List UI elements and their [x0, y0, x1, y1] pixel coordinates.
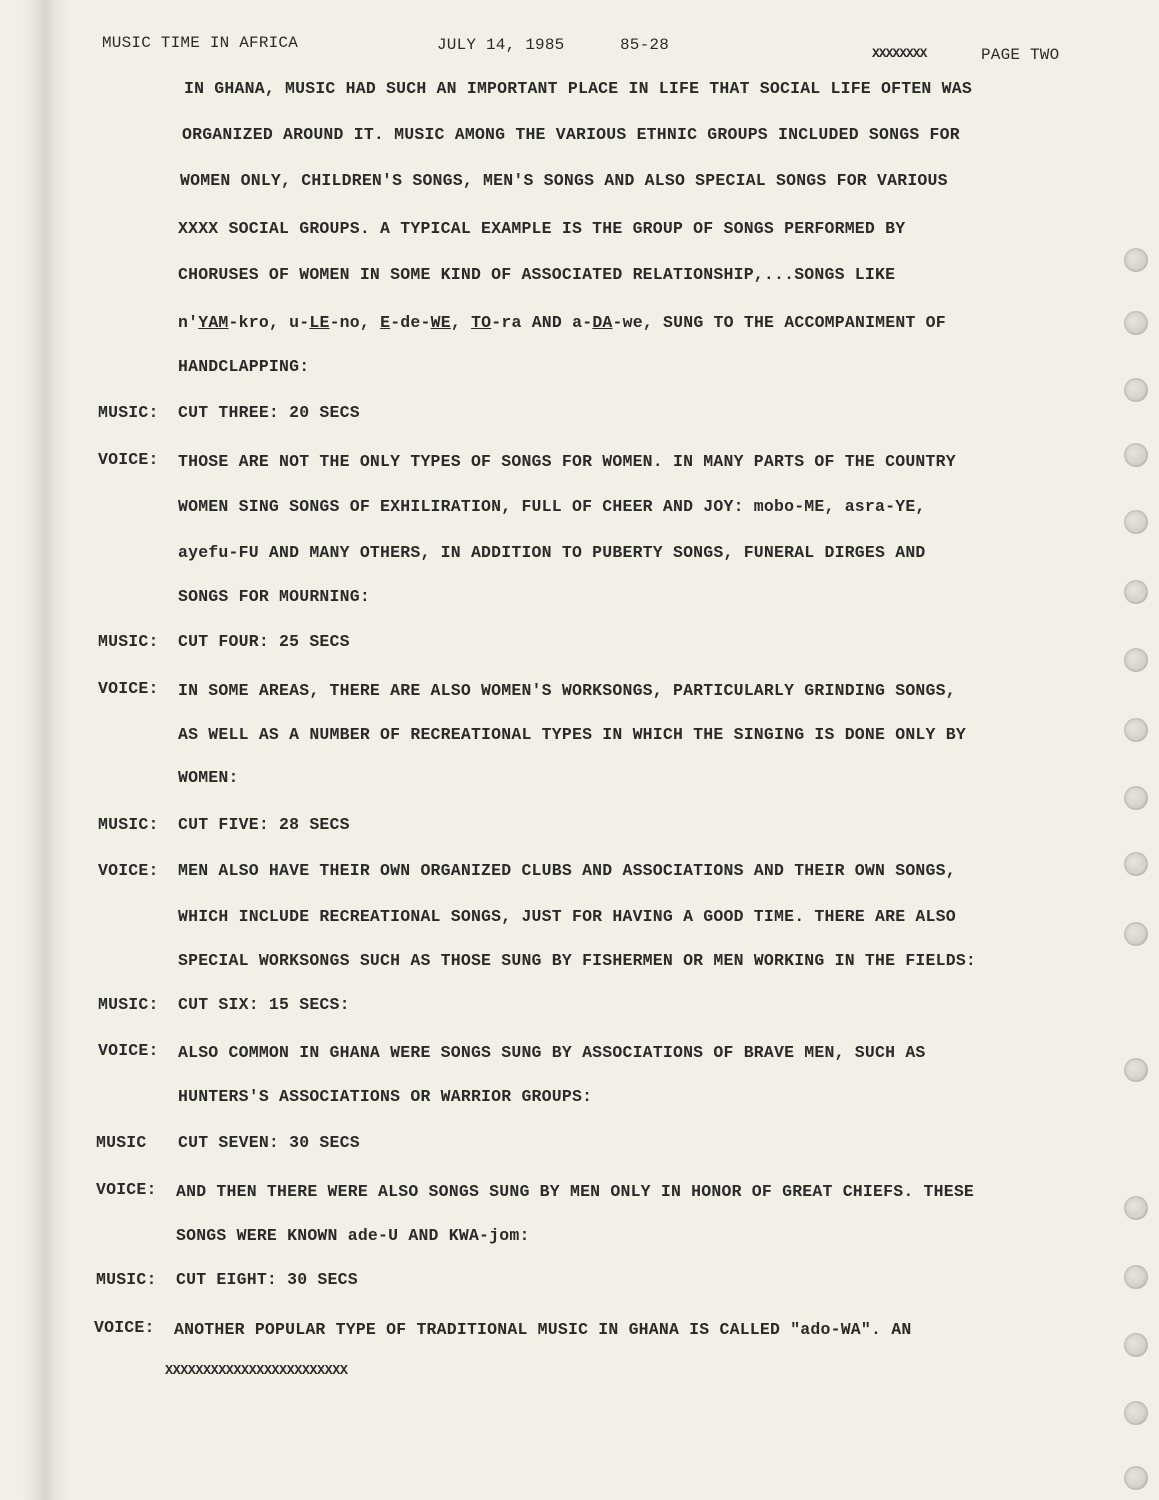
struck-text: XXXXXXXX	[872, 46, 927, 61]
punch-hole	[1124, 786, 1148, 810]
cue-label: VOICE:	[98, 1041, 159, 1060]
punch-hole	[1124, 1333, 1148, 1357]
cue-text: CUT SIX: 15 SECS:	[178, 995, 350, 1014]
page-number: PAGE TWO	[981, 46, 1060, 64]
song-text: -de-	[390, 313, 431, 332]
cue-text: SONGS FOR MOURNING:	[178, 587, 370, 606]
punch-hole	[1124, 248, 1148, 272]
cue-text: ALSO COMMON IN GHANA WERE SONGS SUNG BY ASSOCIATIONS OF BRAVE MEN, SUCH AS	[178, 1043, 926, 1062]
cue-label: VOICE:	[98, 861, 159, 880]
episode-number: 85-28	[620, 36, 670, 54]
cue-label: MUSIC:	[98, 403, 159, 422]
punch-hole	[1124, 852, 1148, 876]
intro-line: XXXX SOCIAL GROUPS. A TYPICAL EXAMPLE IS THE GROUP OF SONGS PERFORMED BY	[178, 219, 906, 238]
cue-text: CUT EIGHT: 30 SECS	[176, 1270, 358, 1289]
cue-text: HUNTERS'S ASSOCIATIONS OR WARRIOR GROUPS:	[178, 1087, 593, 1106]
cue-label: VOICE:	[96, 1180, 157, 1199]
binding-shadow	[22, 0, 68, 1500]
struck-text: XXXXXXXXXXXXXXXXXXXXXXXX	[165, 1364, 348, 1379]
punch-hole	[1124, 510, 1148, 534]
song-stress: TO	[471, 313, 492, 332]
song-text: n'	[178, 313, 199, 332]
cue-label: MUSIC:	[98, 815, 159, 834]
song-text: ,	[450, 313, 472, 332]
cue-text: ayefu-FU AND MANY OTHERS, IN ADDITION TO PUBERTY SONGS, FUNERAL DIRGES AND	[178, 543, 926, 562]
intro-line: IN GHANA, MUSIC HAD SUCH AN IMPORTANT PLACE IN LIFE THAT SOCIAL LIFE OFTEN WAS	[184, 79, 972, 98]
cue-text: IN SOME AREAS, THERE ARE ALSO WOMEN'S WORKSONGS, PARTICULARLY GRINDING SONGS,	[178, 681, 956, 700]
intro-line: HANDCLAPPING:	[178, 357, 310, 376]
cue-text: ANOTHER POPULAR TYPE OF TRADITIONAL MUSIC IN GHANA IS CALLED "ado-WA". AN	[174, 1320, 912, 1339]
intro-line: WOMEN ONLY, CHILDREN'S SONGS, MEN'S SONGS AND ALSO SPECIAL SONGS FOR VARIOUS	[180, 171, 948, 190]
song-stress: E	[380, 313, 391, 332]
broadcast-date: JULY 14, 1985	[437, 36, 565, 54]
punch-hole	[1124, 378, 1148, 402]
song-text: -no,	[329, 313, 381, 332]
cue-label: VOICE:	[94, 1318, 155, 1337]
cue-text: WHICH INCLUDE RECREATIONAL SONGS, JUST FOR HAVING A GOOD TIME. THERE ARE ALSO	[178, 907, 956, 926]
song-text: -kro, u-	[228, 313, 310, 332]
cue-text: CUT THREE: 20 SECS	[178, 403, 360, 422]
cue-text: WOMEN:	[178, 768, 239, 787]
punch-hole	[1124, 580, 1148, 604]
punch-hole	[1124, 311, 1148, 335]
song-text: -we, SUNG TO THE ACCOMPANIMENT OF	[612, 313, 946, 332]
cue-label: VOICE:	[98, 679, 159, 698]
cue-text: AND THEN THERE WERE ALSO SONGS SUNG BY MEN ONLY IN HONOR OF GREAT CHIEFS. THESE	[176, 1182, 975, 1201]
punch-hole	[1124, 1196, 1148, 1220]
song-stress: LE	[309, 313, 330, 332]
cue-text: MEN ALSO HAVE THEIR OWN ORGANIZED CLUBS AND ASSOCIATIONS AND THEIR OWN SONGS,	[178, 861, 956, 880]
song-stress: WE	[430, 313, 451, 332]
punch-hole	[1124, 718, 1148, 742]
song-stress: DA	[592, 313, 613, 332]
cue-text: WOMEN SING SONGS OF EXHILIRATION, FULL OF CHEER AND JOY: mobo-ME, asra-YE,	[178, 497, 926, 516]
cue-text: CUT FIVE: 28 SECS	[178, 815, 350, 834]
punch-hole	[1124, 1401, 1148, 1425]
cue-text: THOSE ARE NOT THE ONLY TYPES OF SONGS FOR WOMEN. IN MANY PARTS OF THE COUNTRY	[178, 452, 956, 471]
punch-hole	[1124, 443, 1148, 467]
cue-text: SONGS WERE KNOWN ade-U AND KWA-jom:	[176, 1226, 530, 1245]
cue-label: MUSIC:	[96, 1270, 157, 1289]
cue-label: MUSIC:	[98, 632, 159, 651]
punch-hole	[1124, 1058, 1148, 1082]
cue-text: CUT SEVEN: 30 SECS	[178, 1133, 360, 1152]
song-names-line	[178, 313, 946, 332]
cue-text: SPECIAL WORKSONGS SUCH AS THOSE SUNG BY FISHERMEN OR MEN WORKING IN THE FIELDS:	[178, 951, 977, 970]
cue-label: MUSIC	[96, 1133, 147, 1152]
punch-hole	[1124, 648, 1148, 672]
cue-label: MUSIC:	[98, 995, 159, 1014]
intro-line: CHORUSES OF WOMEN IN SOME KIND OF ASSOCIATED RELATIONSHIP,...SONGS LIKE	[178, 265, 896, 284]
cue-label: VOICE:	[98, 450, 159, 469]
intro-line: ORGANIZED AROUND IT. MUSIC AMONG THE VARIOUS ETHNIC GROUPS INCLUDED SONGS FOR	[182, 125, 960, 144]
song-stress: YAM	[198, 313, 229, 332]
punch-hole	[1124, 1265, 1148, 1289]
cue-text: AS WELL AS A NUMBER OF RECREATIONAL TYPES IN WHICH THE SINGING IS DONE ONLY BY	[178, 725, 966, 744]
punch-hole	[1124, 1466, 1148, 1490]
cue-text: CUT FOUR: 25 SECS	[178, 632, 350, 651]
song-text: -ra AND a-	[491, 313, 593, 332]
punch-hole	[1124, 922, 1148, 946]
program-title: MUSIC TIME IN AFRICA	[102, 34, 299, 52]
